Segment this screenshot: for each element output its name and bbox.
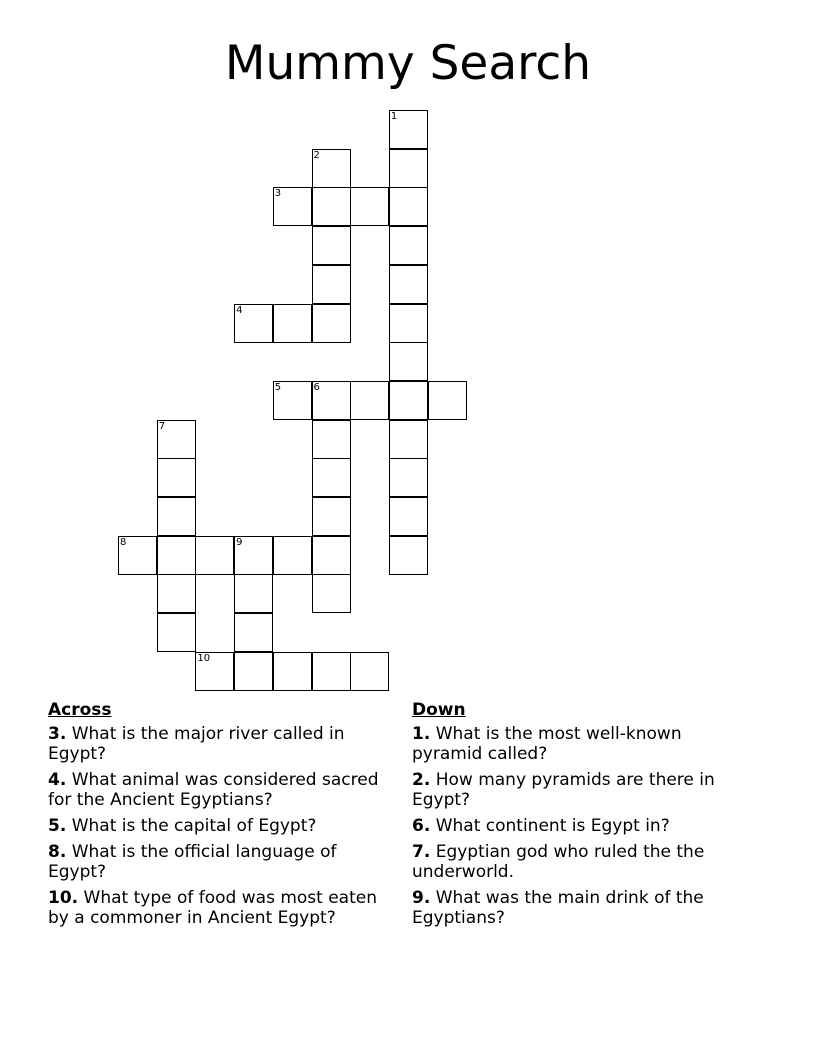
clue-number: 10. <box>48 888 79 908</box>
grid-cell[interactable] <box>273 187 312 226</box>
grid-cell[interactable] <box>157 420 196 459</box>
grid-cell[interactable] <box>389 149 428 188</box>
grid-cell[interactable] <box>234 652 273 691</box>
clue-text: What is the major river called in Egypt? <box>48 724 345 764</box>
down-clues <box>412 700 752 934</box>
grid-cell[interactable] <box>157 497 196 536</box>
grid-cell[interactable] <box>273 536 312 575</box>
grid-cell[interactable] <box>389 536 428 575</box>
grid-cell[interactable] <box>273 652 312 691</box>
clue-number: 8. <box>48 842 67 862</box>
clue-across <box>48 888 388 928</box>
grid-cell[interactable] <box>389 187 428 226</box>
clue-across <box>48 724 388 764</box>
grid-cell[interactable] <box>312 652 351 691</box>
clue-across <box>48 770 388 810</box>
clue-number: 9. <box>412 888 431 908</box>
grid-cell[interactable] <box>389 497 428 536</box>
cell-number: 7 <box>158 420 166 432</box>
cell-number: 9 <box>236 536 243 548</box>
cell-number: 3 <box>274 188 282 200</box>
clue-text: What is the official language of Egypt? <box>48 842 337 882</box>
grid-cell[interactable] <box>234 574 273 613</box>
clue-text: How many pyramids are there in Egypt? <box>412 770 715 810</box>
clue-number: 1. <box>412 724 431 744</box>
grid-cell[interactable] <box>312 420 351 459</box>
clue-number: 3. <box>48 724 67 744</box>
cell-number: 4 <box>236 304 243 316</box>
clue-down <box>412 888 752 928</box>
clue-number: 2. <box>412 770 431 790</box>
grid-cell[interactable] <box>312 381 351 420</box>
cell-number: 10 <box>197 652 211 664</box>
clue-across <box>48 842 388 882</box>
grid-cell[interactable] <box>312 304 351 343</box>
clue-text: Egyptian god who ruled the the underworld. <box>412 842 705 882</box>
grid-cell[interactable] <box>273 381 312 420</box>
grid-cell[interactable] <box>312 226 351 265</box>
grid-cell[interactable] <box>312 458 351 497</box>
grid-cell[interactable] <box>389 342 428 381</box>
grid-cell[interactable] <box>389 110 428 149</box>
cell-number: 2 <box>313 149 320 161</box>
grid-cell[interactable] <box>234 613 273 652</box>
across-clues <box>48 700 388 934</box>
grid-cell[interactable] <box>428 381 467 420</box>
clue-number: 4. <box>48 770 67 790</box>
grid-cell[interactable] <box>389 304 428 343</box>
cell-number: 5 <box>274 381 282 393</box>
grid-cell[interactable] <box>234 536 273 575</box>
clue-text: What was the main drink of the Egyptians? <box>412 888 704 928</box>
grid-cell[interactable] <box>312 187 351 226</box>
down-heading: Down <box>412 700 466 720</box>
clue-across <box>48 816 388 836</box>
cell-number: 8 <box>120 536 127 548</box>
clue-number: 7. <box>412 842 431 862</box>
grid-cell[interactable] <box>195 652 234 691</box>
grid-cell[interactable] <box>389 265 428 304</box>
grid-cell[interactable] <box>389 458 428 497</box>
clue-down <box>412 842 752 882</box>
clue-text: What is the capital of Egypt? <box>71 816 317 836</box>
grid-cell[interactable] <box>350 381 389 420</box>
grid-cell[interactable] <box>350 652 389 691</box>
clue-text: What continent is Egypt in? <box>435 816 670 836</box>
grid-cell[interactable] <box>157 613 196 652</box>
grid-cell[interactable] <box>195 536 234 575</box>
page-title: Mummy Search <box>224 36 592 91</box>
grid-cell[interactable] <box>157 458 196 497</box>
clue-text: What animal was considered sacred for the Ancient Egyptians? <box>48 770 379 810</box>
clue-down <box>412 816 752 836</box>
grid-cell[interactable] <box>234 304 273 343</box>
grid-cell[interactable] <box>312 536 351 575</box>
grid-cell[interactable] <box>118 536 157 575</box>
clue-text: What type of food was most eaten by a commoner in Ancient Egypt? <box>48 888 377 928</box>
grid-cell[interactable] <box>312 574 351 613</box>
grid-cell[interactable] <box>389 226 428 265</box>
grid-cell[interactable] <box>273 304 312 343</box>
grid-cell[interactable] <box>389 381 428 420</box>
grid-cell[interactable] <box>157 574 196 613</box>
grid-cell[interactable] <box>157 536 196 575</box>
clue-down <box>412 724 752 764</box>
grid-cell[interactable] <box>312 497 351 536</box>
clue-text: What is the most well-known pyramid called? <box>412 724 682 764</box>
cell-number: 1 <box>390 111 398 122</box>
grid-cell[interactable] <box>350 187 389 226</box>
grid-cell[interactable] <box>312 265 351 304</box>
clue-down <box>412 770 752 810</box>
clue-number: 6. <box>412 816 431 836</box>
clue-number: 5. <box>48 816 67 836</box>
across-heading: Across <box>48 700 112 720</box>
cell-number: 6 <box>313 381 320 393</box>
grid-cell[interactable] <box>389 420 428 459</box>
grid-cell[interactable] <box>312 149 351 188</box>
